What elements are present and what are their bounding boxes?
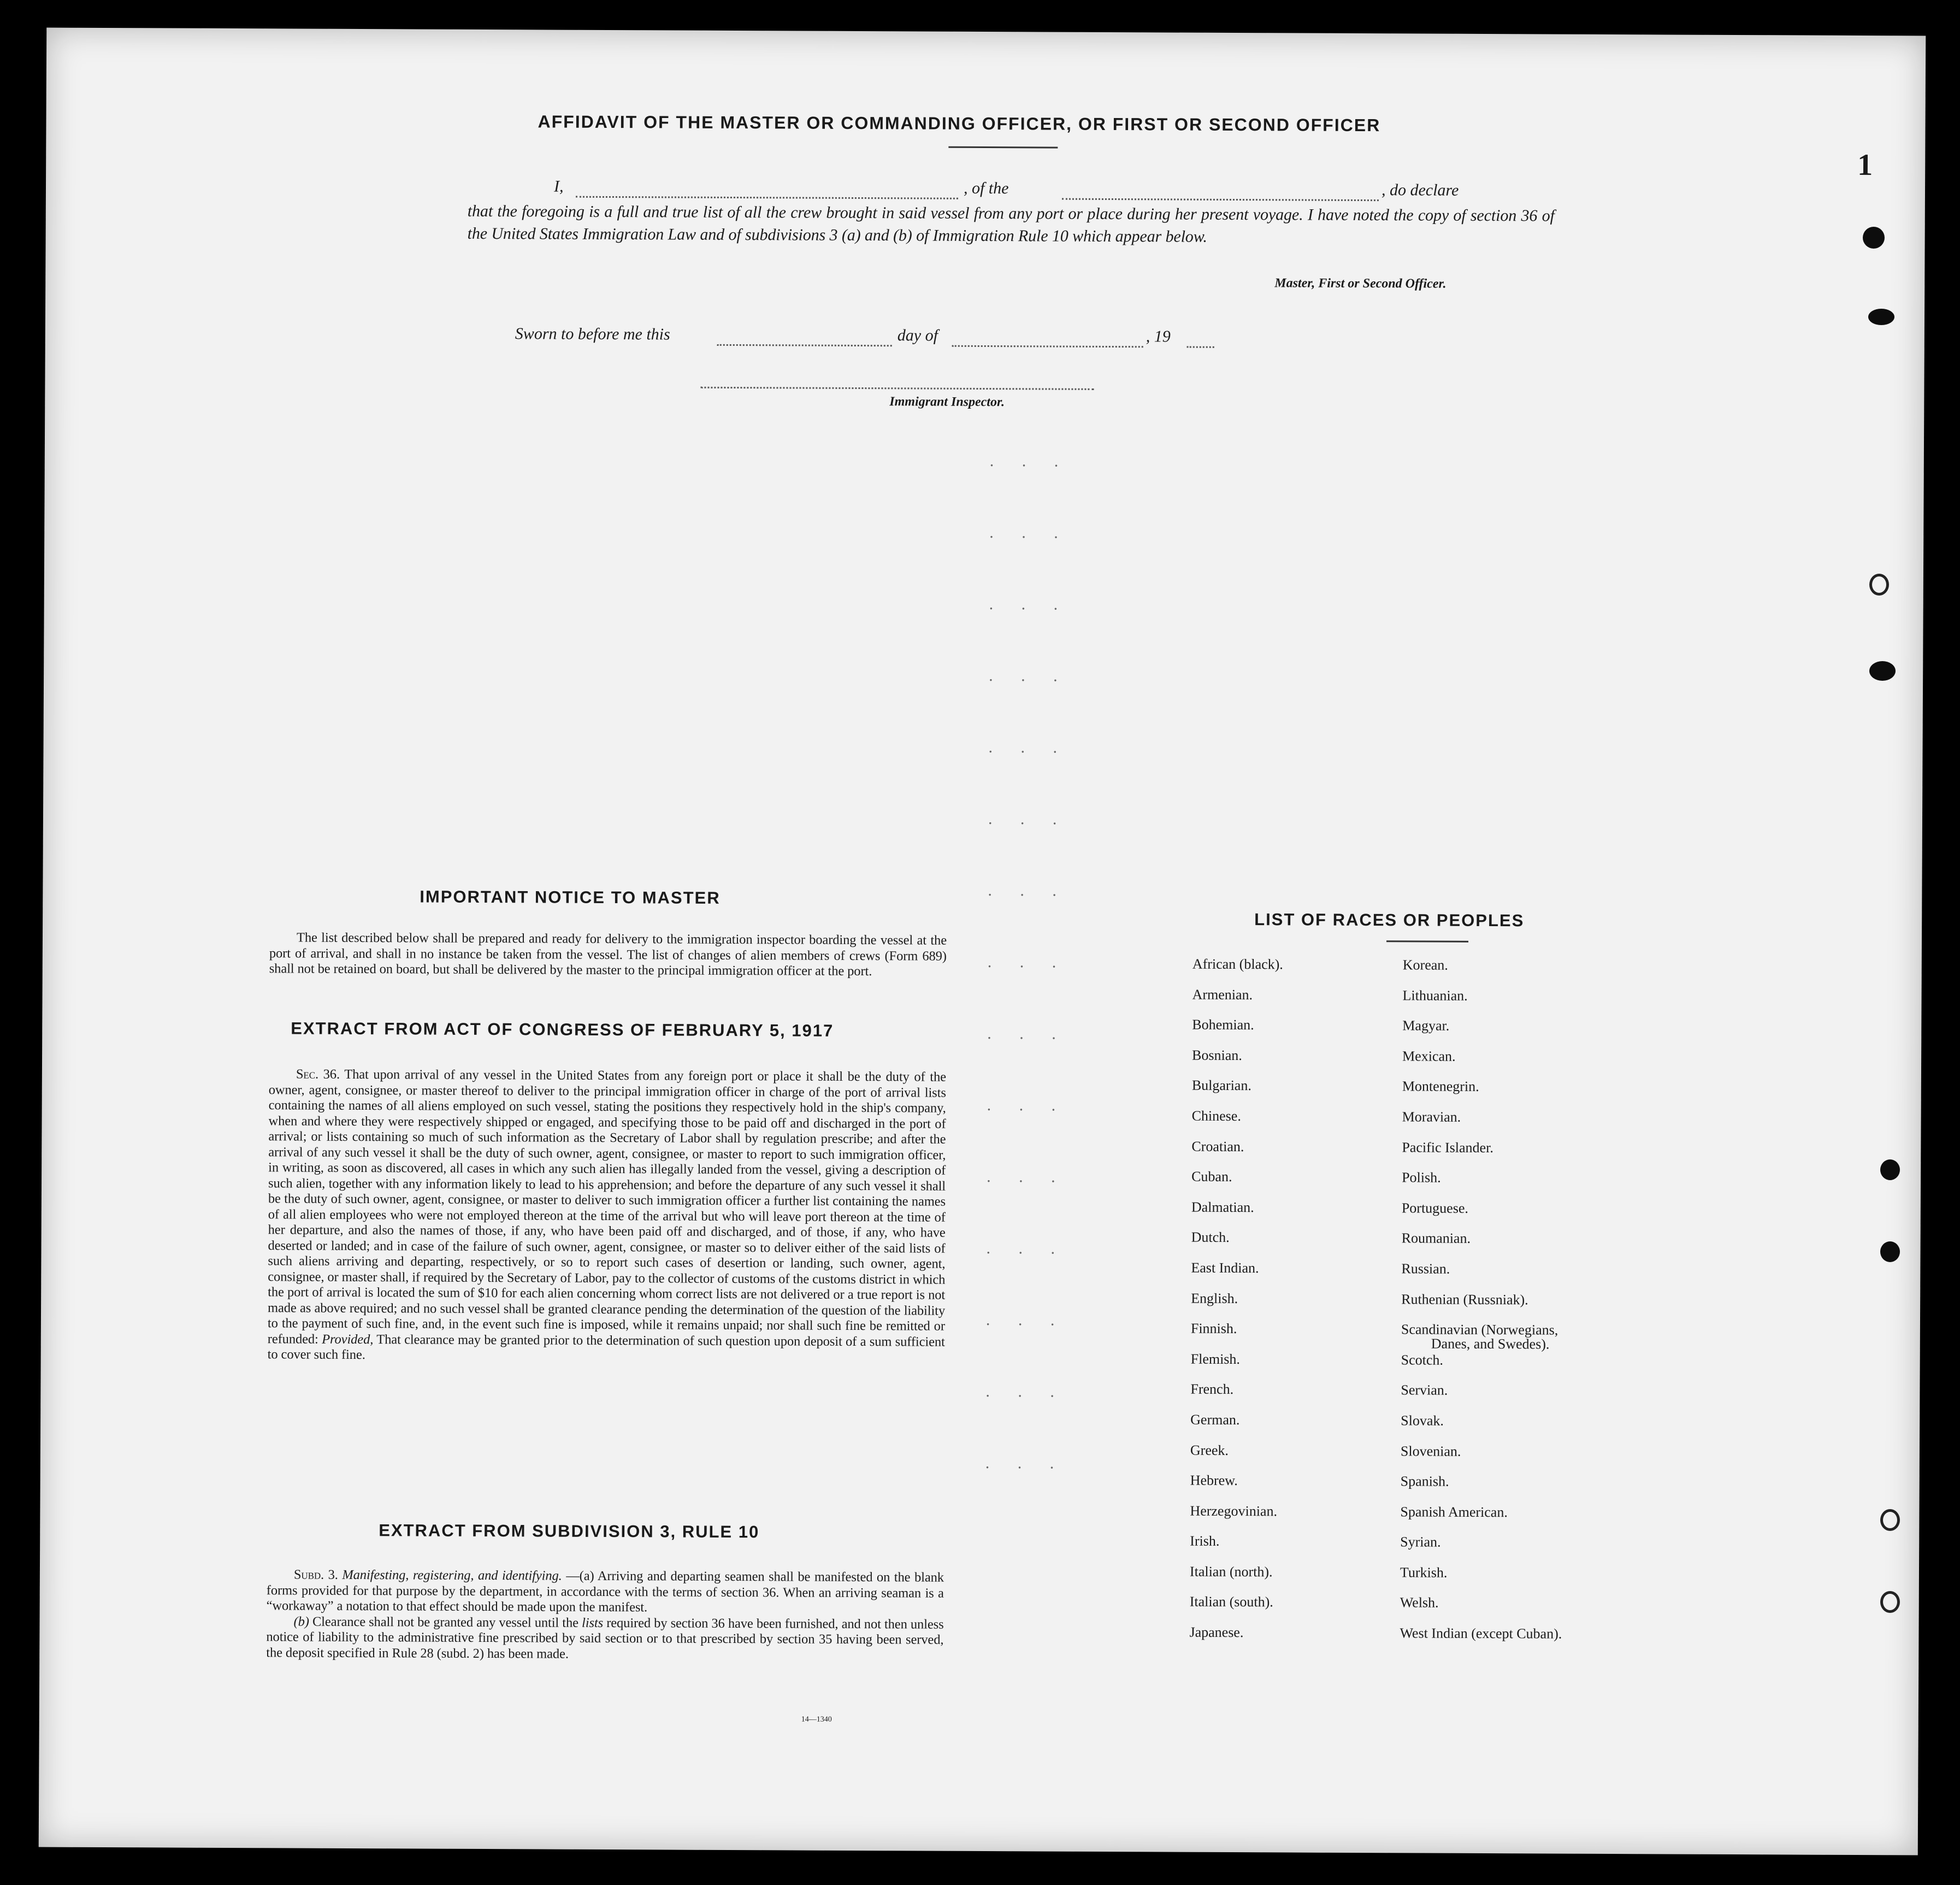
race-item: Servian. (1401, 1382, 1448, 1399)
race-item: Mexican. (1402, 1048, 1456, 1064)
sworn-line (515, 325, 1280, 346)
affidavit-body: that the foregoing is a full and true list of all the crew brought in said vessel from any port or place during her present voyage. I have noted the copy of section 36 of the United States Immigration Law and of subdivisions 3 (a) and (b) of Immigration Rule 10 which appear below. (467, 202, 1555, 246)
race-item: Lithuanian. (1402, 987, 1468, 1004)
race-item: English. (1191, 1290, 1238, 1306)
page-number: 1 (1857, 148, 1873, 182)
punch-hole (1863, 227, 1885, 249)
affidavit-title: AFFIDAVIT OF THE MASTER OR COMMANDING OFFICER, OR FIRST OR SECOND OFFICER (538, 111, 1381, 136)
race-item: Ruthenian (Russniak). (1401, 1291, 1528, 1307)
subd-b-label: (b) (293, 1614, 309, 1629)
race-item: Flemish. (1190, 1351, 1241, 1367)
race-item: German. (1190, 1411, 1240, 1428)
race-item: Cuban. (1191, 1168, 1232, 1185)
signature-caption: Master, First or Second Officer. (1274, 276, 1447, 291)
affidavit-text (468, 200, 1555, 250)
affidavit-rule (948, 146, 1058, 149)
race-item: Magyar. (1402, 1017, 1450, 1034)
sec-text: That upon arrival of any vessel in the United States from any foreign port or place it shall be the duty of the owner, agent, consignee, or master thereof to deliver to the principal immigration officer in charge of the port of arrival lists containing the names of all aliens employed on such vessel, stating the positions they respectively hold in the ship's company, when and where they were respectively shipped or engaged, and specifying those to be paid off and discharged in the port of arrival; or lists containing so much of such information as the Secretary of Labor shall by regulation prescribe; and after the arrival of any such vessel it shall be the duty of such owner, agent, consignee, or master to report to such immigration officer, in writing, as soon as discovered, all cases in which any such alien has illegally landed from the vessel, giving a description of such alien, together with any information likely to lead to his apprehension; and before the departure of any such vessel it shall be the duty of such owner, agent, consignee, or master to deliver to such immigration officer a further list containing the names of all alien employees who were not employed thereon at the time of the arrival but who will leave port thereon at the time of her departure, and also the names of those, if any, who have been paid off and discharged, and of those, if any, who have deserted or landed; and in case of the failure of such owner, agent, consignee, or master so to deliver either of the said lists of such aliens arriving and departing, respectively, or so to report such cases of desertion or landing, such owner, agent, consignee, or master shall, if required by the Secretary of Labor, pay to the collector of customs of the customs district in which the port of arrival is located the sum of $10 for each alien concerning whom correct lists are not delivered or a true report is not made as above required; and no such vessel shall be granted clearance pending the determination of the question of the liability to the payment of such fine, and, in the event such fine is imposed, while it remains unpaid; nor shall such fine be remitted or refunded: (267, 1067, 946, 1347)
race-item: Turkish. (1400, 1564, 1448, 1581)
race-item: Armenian. (1192, 986, 1253, 1003)
race-item: Finnish. (1190, 1320, 1237, 1337)
subd-a-text: —(a) Arriving and departing seamen shall be manifested on the blank forms provided for that purpose by the department, in accordance with the terms of section 36. When an arriving seaman is a “workaway” a notation to that effect should be made upon the manifest. (266, 1568, 944, 1615)
subd-b-text-2: required by section 36 have been furnished, and not then unless notice of liability to the administrative fine prescribed by said section or to that prescribed by section 35 having been served, the deposit specified in Rule 28 (subd. 2) has been made. (266, 1615, 944, 1662)
rule-para-a (267, 1567, 944, 1617)
race-item: Croatian. (1191, 1138, 1244, 1154)
affidavit-of-the: , of the (963, 179, 1009, 198)
race-item: Japanese. (1189, 1624, 1244, 1641)
vessel-name-blank[interactable] (1062, 198, 1379, 202)
inspector-caption: Immigrant Inspector. (889, 394, 1005, 410)
sec-text-end: That clearance may be granted prior to the determination of such question upon deposit of a sum sufficient to cover such fine. (267, 1332, 945, 1363)
race-item: Bohemian. (1192, 1016, 1254, 1033)
punch-hole (1869, 661, 1896, 681)
race-item: Montenegrin. (1402, 1078, 1479, 1095)
affidavit-declaration-line (516, 177, 1565, 199)
act-extract-text (268, 1067, 946, 1365)
race-item: Italian (south). (1189, 1594, 1273, 1610)
race-item: Dalmatian. (1191, 1199, 1254, 1215)
provided: Provided, (322, 1332, 374, 1347)
master-name-blank[interactable] (576, 196, 958, 199)
race-item: Russian. (1401, 1260, 1450, 1277)
race-item: Hebrew. (1190, 1472, 1238, 1489)
sworn-day-blank[interactable] (717, 344, 892, 346)
race-item: African (black). (1192, 956, 1283, 973)
notice-text (269, 930, 947, 980)
punch-hole (1880, 1159, 1900, 1180)
act-extract-body (268, 1067, 946, 1365)
race-item: Italian (north). (1189, 1563, 1273, 1580)
sworn-month-blank[interactable] (952, 345, 1143, 348)
race-item: Spanish. (1400, 1473, 1449, 1489)
race-item: East Indian. (1191, 1259, 1259, 1276)
punch-hole (1868, 309, 1894, 325)
subd-b-text-1: Clearance shall not be granted any vessel until the (312, 1614, 579, 1630)
rule-para-b (266, 1614, 943, 1664)
punch-hole (1880, 1591, 1900, 1613)
race-item: Herzegovinian. (1190, 1503, 1278, 1519)
sec-label: Sec. 36. (296, 1067, 340, 1082)
form-number: 14—1340 (801, 1715, 832, 1724)
race-item: Danes, and Swedes). (1431, 1335, 1550, 1352)
notice-body: The list described below shall be prepared and ready for delivery to the immigration inspector boarding the vessel at the port of arrival, and shall in no instance be taken from the vessel. The list of changes of alien members of crews (Form 689) shall not be retained on board, but shall be delivered by the master to the principal immigration officer at the port. (269, 930, 947, 979)
race-item: Portuguese. (1401, 1200, 1468, 1216)
punch-hole (1880, 1509, 1900, 1531)
races-right-column (1400, 957, 1565, 1656)
race-item: Roumanian. (1401, 1230, 1471, 1247)
race-item: Greek. (1190, 1442, 1229, 1458)
race-item: Bosnian. (1192, 1047, 1242, 1063)
race-item: Dutch. (1191, 1229, 1230, 1246)
race-item: Slovak. (1401, 1412, 1444, 1429)
race-item: Chinese. (1191, 1108, 1241, 1124)
sworn-year-blank[interactable] (1187, 346, 1214, 348)
race-item: Scandinavian (Norwegians, (1401, 1321, 1558, 1338)
subd-label: Subd. 3. (293, 1567, 338, 1582)
rule-extract-text (266, 1567, 944, 1663)
race-item: Polish. (1402, 1169, 1441, 1186)
race-item: Slovenian. (1400, 1442, 1461, 1459)
race-item: Korean. (1402, 957, 1448, 973)
sworn-day-of: day of (897, 326, 938, 345)
act-extract-title: EXTRACT FROM ACT OF CONGRESS OF FEBRUARY 5, 1917 (291, 1018, 834, 1040)
subd-b-lists: lists (582, 1615, 604, 1630)
punch-hole (1869, 574, 1889, 596)
race-item: Bulgarian. (1191, 1077, 1251, 1094)
sworn-prefix: Sworn to before me this (515, 325, 670, 344)
document-page (39, 28, 1926, 1855)
notice-title: IMPORTANT NOTICE TO MASTER (420, 887, 721, 908)
column-dots: . . . . . . . . . . . . . . . . . . . . . . . . . . . . . . . . . . . . . . . . . . . . . (985, 452, 1071, 1472)
race-item: Welsh. (1400, 1594, 1439, 1611)
race-item: Spanish American. (1400, 1504, 1508, 1520)
subd-heading: Manifesting, registering, and identifying. (342, 1567, 562, 1583)
race-item: West Indian (except Cuban). (1400, 1625, 1562, 1642)
races-left-column (1189, 956, 1283, 1655)
race-item: Scotch. (1401, 1352, 1443, 1368)
races-title: LIST OF RACES OR PEOPLES (1254, 910, 1525, 930)
race-item: Pacific Islander. (1402, 1139, 1493, 1156)
rule-extract-title: EXTRACT FROM SUBDIVISION 3, RULE 10 (379, 1521, 760, 1542)
race-item: French. (1190, 1381, 1234, 1398)
affidavit-declare: , do declare (1381, 181, 1459, 199)
sworn-year: , 19 (1146, 327, 1171, 346)
inspector-signature-blank[interactable] (700, 387, 1094, 390)
races-rule (1386, 940, 1468, 942)
race-item: Irish. (1190, 1533, 1220, 1550)
affidavit-i: I, (553, 177, 564, 196)
punch-hole (1880, 1241, 1900, 1262)
race-item: Syrian. (1400, 1534, 1441, 1550)
race-item: Moravian. (1402, 1109, 1461, 1125)
